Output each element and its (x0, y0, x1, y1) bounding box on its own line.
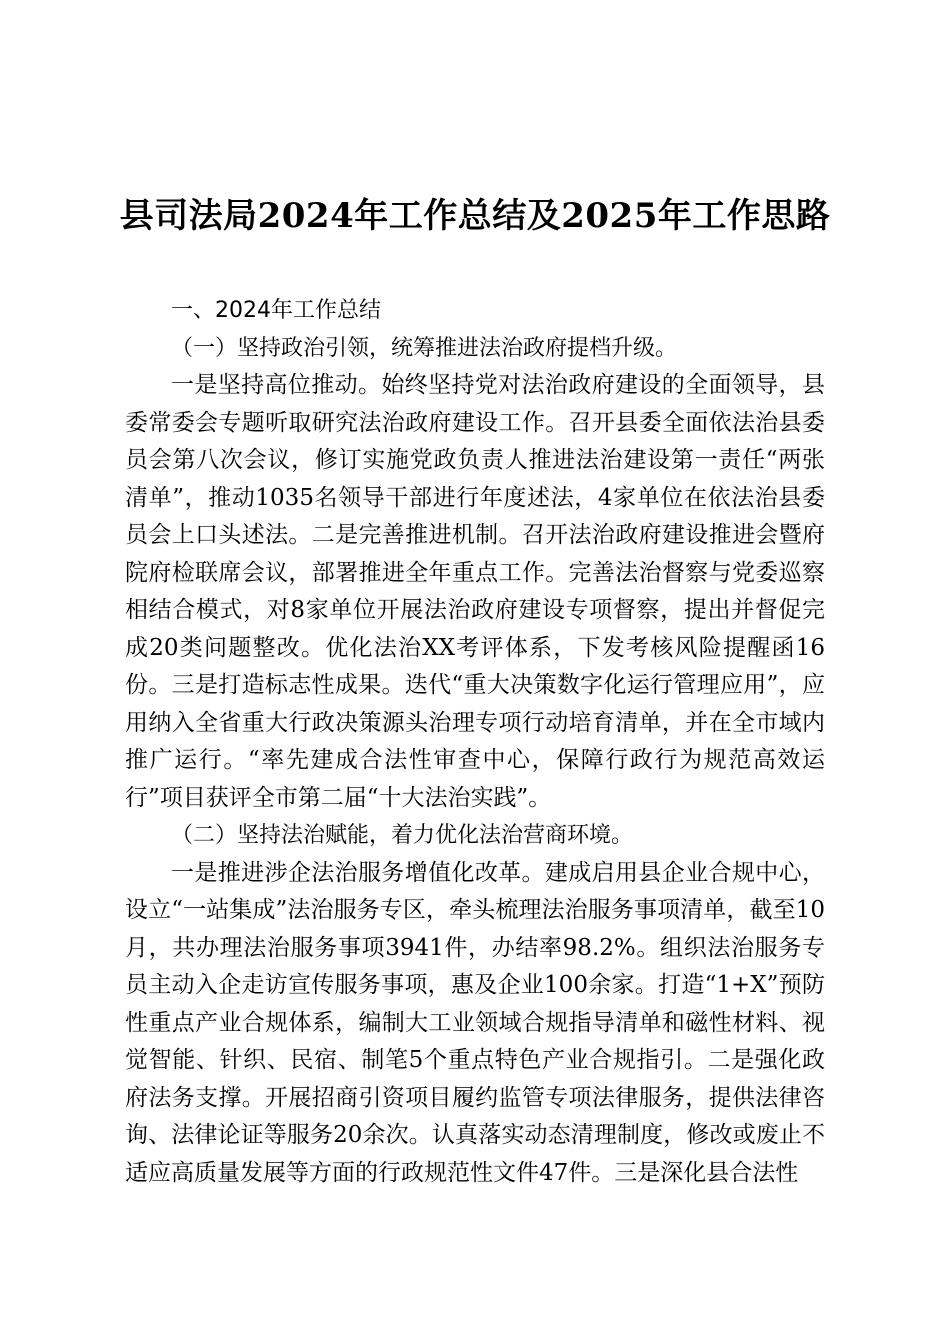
body-paragraph: 一是推进涉企法治服务增值化改革。建成启用县企业合规中心，设立“一站集成”法治服务专区，牵头梳理法治服务事项清单，截至10月，共办理法治服务事项3941件，办结率98.2%。组织法治服务专员主动入企走访宣传服务事项，惠及企业100余家。打造“1+X”预防性重点产业合规体系，编制大工业领域合规指导清单和磁性材料、视觉智能、针织、民宿、制笔5个重点特色产业合规指引。二是强化政府法务支撑。开展招商引资项目履约监管专项法律服务，提供法律咨询、法律论证等服务20余次。认真落实动态清理制度，修改或废止不适应高质量发展等方面的行政规范性文件47件。三是深化县合法性 (125, 859, 825, 1186)
document-body (125, 292, 825, 1192)
body-paragraph: 一是坚持高位推动。始终坚持党对法治政府建设的全面领导，县委常委会专题听取研究法治政府建设工作。召开县委全面依法治县委员会第八次会议，修订实施党政负责人推进法治建设第一责任“两张清单”，推动1035名领导干部进行年度述法，4家单位在依法治县委员会上口头述法。二是完善推进机制。召开法治政府建设推进会暨府院府检联席会议，部署推进全年重点工作。完善法治督察与党委巡察相结合模式，对8家单位开展法治政府建设专项督察，提出并督促完成20类问题整改。优化法治XX考评体系，下发考核风险提醒函16份。三是打造标志性成果。迭代“重大决策数字化运行管理应用”，应用纳入全省重大行政决策源头治理专项行动培育清单，并在全市域内推广运行。“率先建成合法性审查中心，保障行政行为规范高效运行”项目获评全市第二届“十大法治实践”。 (125, 372, 825, 811)
subsection-heading-political-leadership: （一）坚持政治引领，统筹推进法治政府提档升级。 (171, 335, 678, 361)
subsection-heading-business-environment: （二）坚持法治赋能，着力优化法治营商环境。 (171, 823, 634, 848)
section-heading-2024-summary: 一、2024年工作总结 (171, 298, 381, 323)
document-title: 县司法局2024年工作总结及2025年工作思路 (119, 196, 831, 236)
